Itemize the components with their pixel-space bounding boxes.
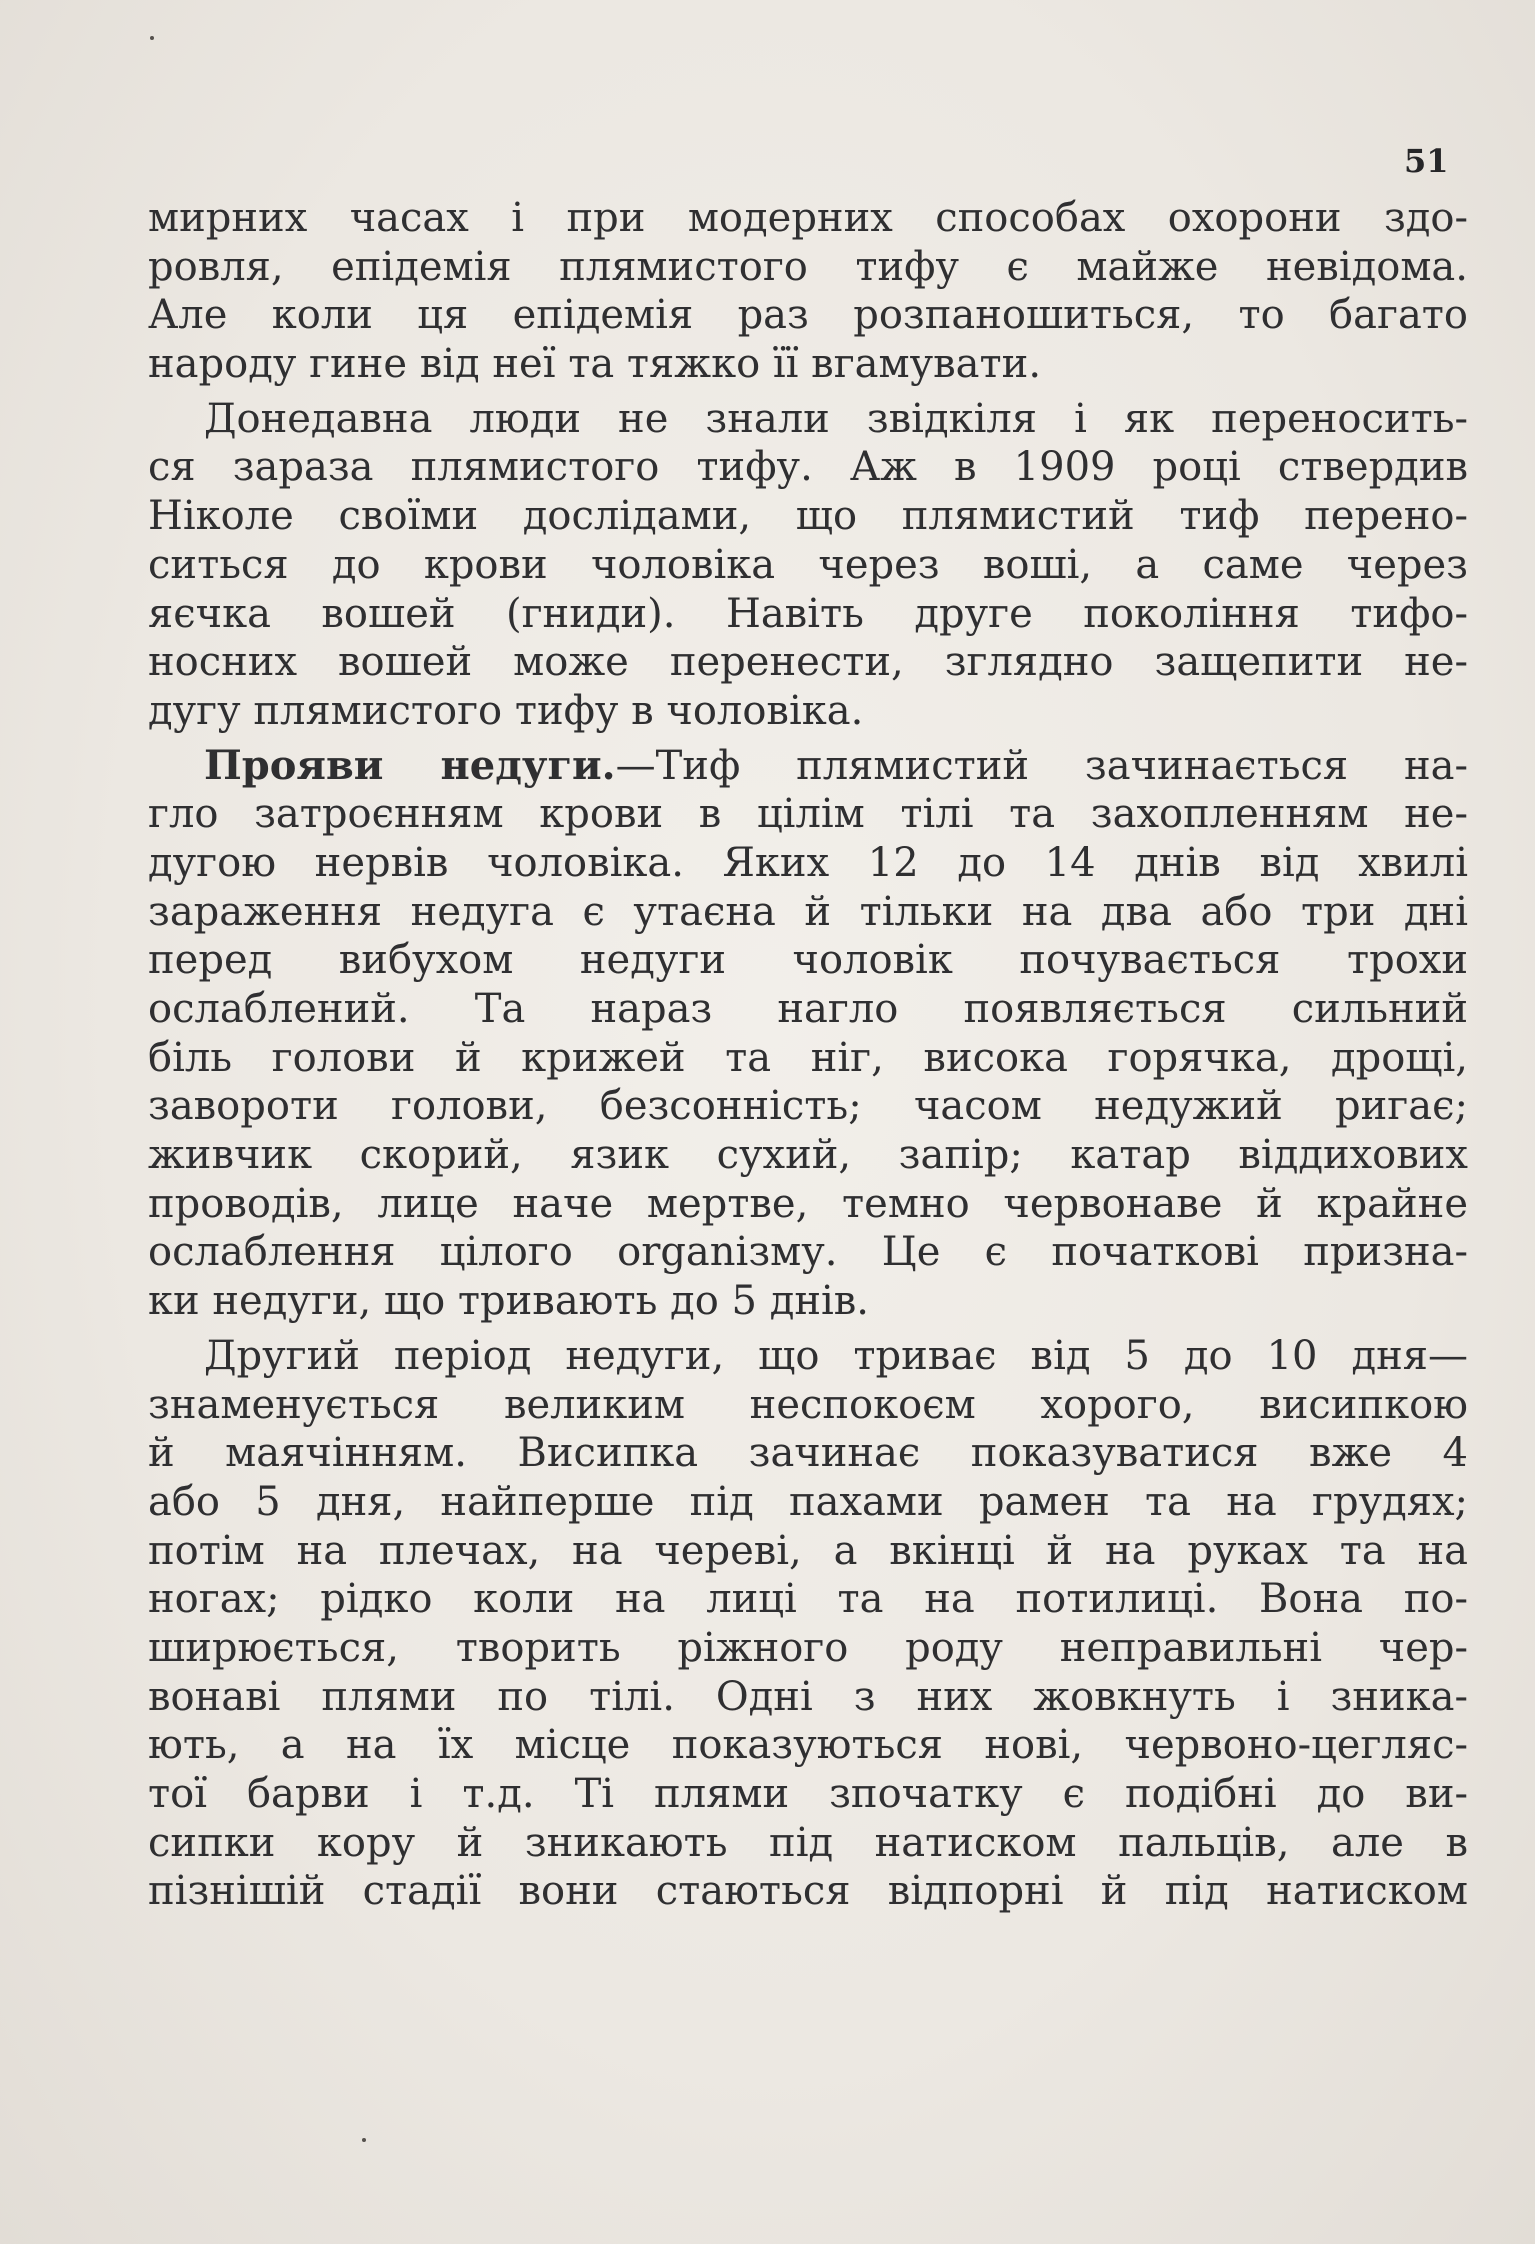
body-text: [148, 194, 1468, 1916]
text-line: знаменується великим неспокоєм хорого, висипкою: [148, 1381, 1468, 1428]
text-line: Але коли ця епідемія раз розпаношиться, то багато: [148, 292, 1468, 339]
text-line: потім на плечах, на череві, а вкінці й на руках та на: [148, 1527, 1468, 1574]
text-line: ослаблений. Та нараз нагло появляється сильний: [148, 986, 1468, 1032]
text-line: Ніколе своїми дослідами, що плямистий тиф перено-: [148, 493, 1468, 540]
text-line: Донедавна люди не знали звідкіля і як переносить-: [204, 395, 1468, 442]
text-line: мирних часах і при модерних способах охорони здо-: [148, 195, 1468, 241]
text-line: завороти голови, безсонність; часом недужий ригає;: [148, 1083, 1468, 1130]
text-line: проводів, лице наче мертве, темно червонаве й крайне: [148, 1180, 1468, 1227]
text-line: ослаблення цілого organiзму. Це є початкові призна-: [148, 1229, 1468, 1276]
text-line: пізнішій стадії вони стаються відпорні й під натиском: [148, 1868, 1468, 1915]
print-speck: [362, 2138, 366, 2142]
text-line: ровля, епідемія плямистого тифу є майже невідома.: [148, 243, 1468, 290]
text-line: вонаві плями по тілі. Одні з них жовкнуть і зника-: [148, 1673, 1468, 1720]
text-line: живчик скорий, язик сухий, запір; катар віддихових: [148, 1132, 1468, 1179]
text-line: ки недуги, що тривають до 5 днів.: [148, 1278, 870, 1325]
section-heading: Прояви недуги.: [204, 741, 616, 789]
text-line: біль голови й крижей та ніг, висока горячка, дрощі,: [148, 1034, 1468, 1081]
text-line: дугу плямистого тифу в чоловіка.: [148, 687, 864, 734]
text-line: дугою нервів чоловіка. Яких 12 до 14 днів від хвилі: [148, 839, 1468, 886]
text-line: ють, а на їх місце показуються нові, червоно-цегляс-: [148, 1722, 1468, 1769]
text-line: Прояви недуги.—Тиф плямистий зачинається на-: [204, 741, 1468, 789]
text-line: й маячінням. Висипка зачинає показуватися вже 4: [148, 1430, 1468, 1477]
text-line: зараження недуга є утаєна й тільки на два або три дні: [148, 888, 1468, 935]
print-speck: [150, 36, 154, 40]
text-line: народу гине від неї та тяжко її вгамувати.: [148, 341, 1042, 388]
text-line: перед вибухом недуги чоловік почувається трохи: [148, 937, 1468, 984]
page-number: 51: [1404, 142, 1449, 180]
text-line: Другий період недуги, що триває від 5 до 10 дня—: [204, 1332, 1468, 1379]
text-line: або 5 дня, найперше під пахами рамен та на грудях;: [148, 1478, 1468, 1525]
text-line: ногах; рідко коли на лиці та на потилиці. Вона по-: [148, 1576, 1468, 1623]
text-line: ширюється, творить ріжного роду неправильні чер-: [148, 1624, 1468, 1671]
text-line: носних вошей може перенести, зглядно защепити не-: [148, 639, 1468, 686]
text-line: тої барви і т.д. Ті плями зпочатку є подібні до ви-: [148, 1771, 1468, 1817]
text-line: сипки кору й зникають під натиском пальців, але в: [148, 1819, 1468, 1866]
text-line: ситься до крови чоловіка через воші, а саме через: [148, 541, 1468, 588]
text-line: ся зараза плямистого тифу. Аж в 1909 році ствердив: [148, 444, 1468, 491]
text-line: яєчка вошей (гниди). Навіть друге покоління тифо-: [148, 590, 1468, 637]
text-line: гло затроєнням крови в цілім тілі та захопленням не-: [148, 791, 1468, 838]
